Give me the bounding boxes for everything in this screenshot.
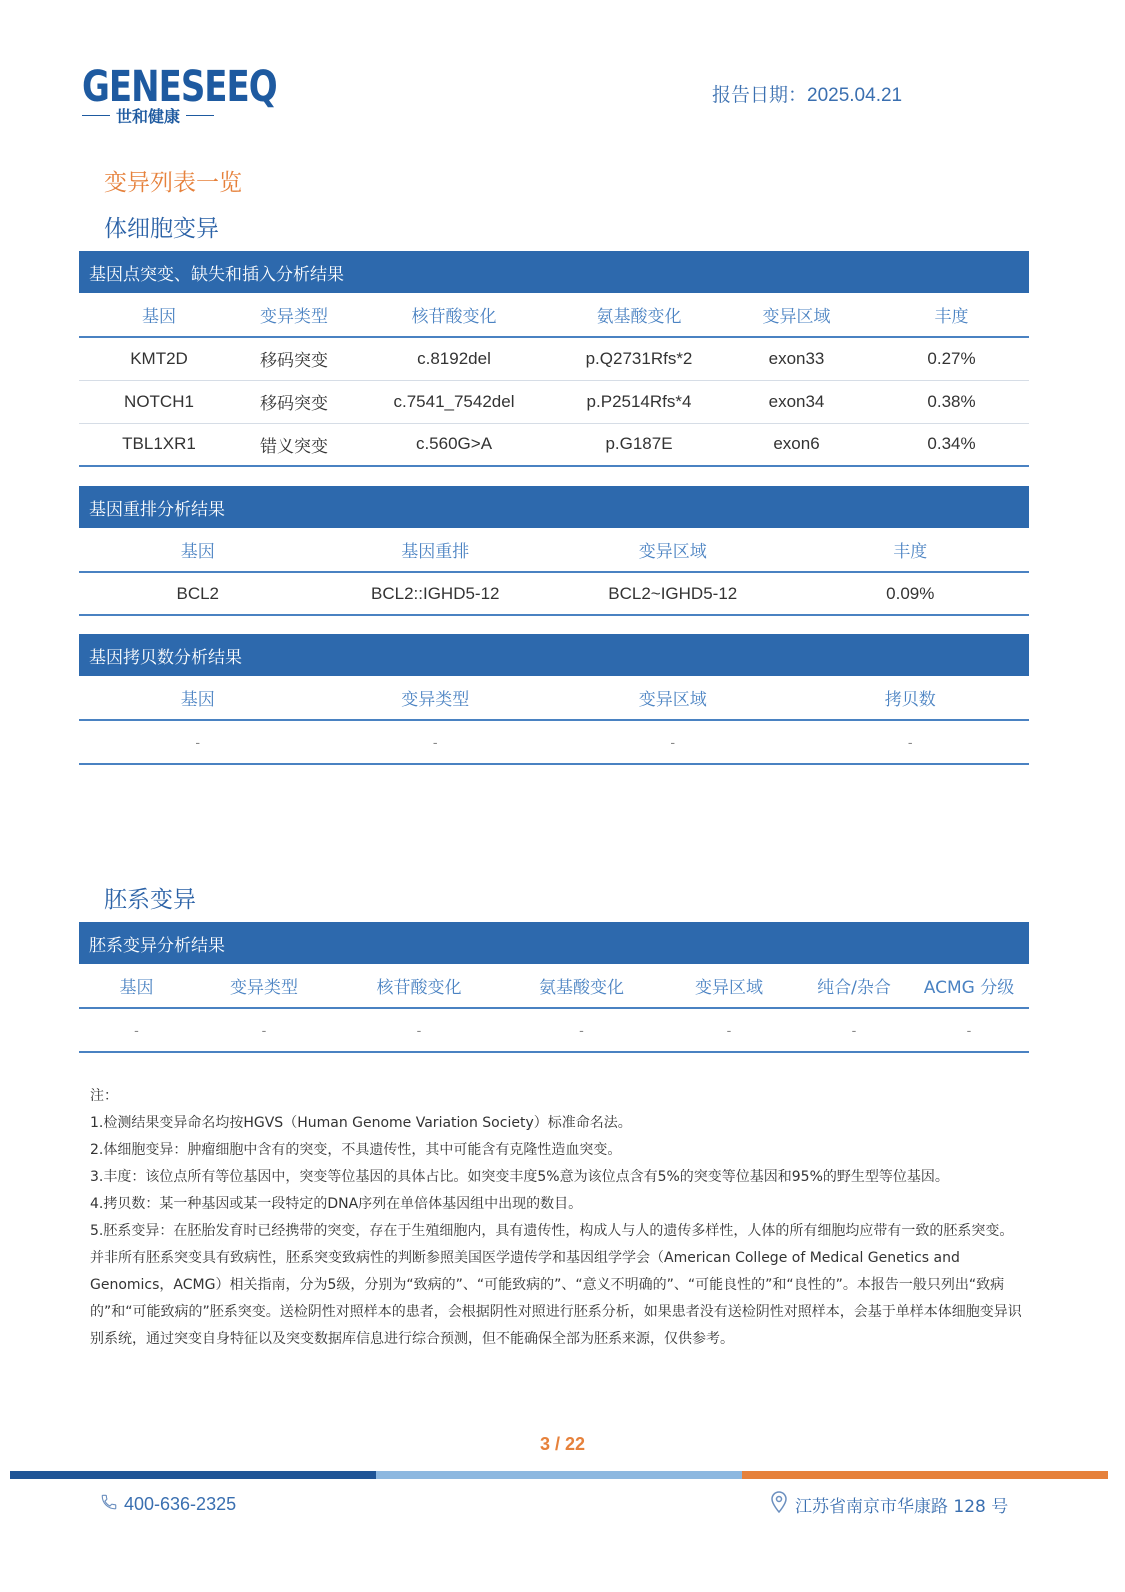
- footer-bar-segment: [10, 1471, 376, 1479]
- table-cell: -: [317, 720, 555, 764]
- column-header: 氨基酸变化: [559, 293, 719, 337]
- table-header-row: [79, 528, 1029, 572]
- table-cell: 0.09%: [792, 572, 1030, 615]
- snv-indel-table: [79, 251, 1029, 467]
- column-header: 基因: [79, 528, 317, 572]
- report-date-label: 报告日期：: [712, 84, 808, 106]
- column-header: 丰度: [874, 293, 1029, 337]
- table-cell: 0.38%: [874, 380, 1029, 423]
- footer-color-bar: [10, 1471, 1108, 1479]
- table-cell: -: [79, 1008, 194, 1052]
- table-header-row: [79, 964, 1029, 1008]
- address-text: 江苏省南京市华康路 128 号: [795, 1497, 1009, 1517]
- column-header: 基因重排: [317, 528, 555, 572]
- column-header: 变异区域: [659, 964, 799, 1008]
- note-item: 4.拷贝数：某一种基因或某一段特定的DNA序列在单倍体基因组中出现的数目。: [90, 1196, 583, 1212]
- notes-heading: 注：: [90, 1088, 118, 1104]
- table-cell: c.8192del: [349, 337, 559, 380]
- column-header: 变异类型: [194, 964, 334, 1008]
- logo-subtitle: [82, 104, 214, 127]
- note-item: 5.胚系变异：在胚胎发育时已经携带的突变，存在于生殖细胞内，具有遗传性，构成人与人的遗传多样性，人体的所有细胞均应带有一致的胚系突变。并非所有胚系突变具有致病性，胚系突变致病性的判断参照美国医学遗传学和基因组学学会（American College of Medical Genetics and Genomics，ACMG）相关指南，分为5级，分别为“致病的”、“可能致病的”、“意义不明确的”、“可能良性的”和“良性的”。本报告一般只列出“致病的”和“可能致病的”胚系突变。送检阴性对照样本的患者，会根据阴性对照进行胚系分析，如果患者没有送检阴性对照样本，会基于单样本体细胞变异识别系统，通过突变自身特征以及突变数据库信息进行综合预测，但不能确保全部为胚系来源，仅供参考。: [90, 1223, 1022, 1347]
- table-cell: c.560G>A: [349, 423, 559, 466]
- table-cell: -: [79, 720, 317, 764]
- page-number: 3 / 22: [539, 1434, 586, 1454]
- table-header-row: [79, 293, 1029, 337]
- column-header: 基因: [79, 676, 317, 720]
- table-cell: 移码突变: [239, 337, 349, 380]
- column-header: 基因: [79, 964, 194, 1008]
- table-cell: BCL2: [79, 572, 317, 615]
- table-cell: -: [909, 1008, 1029, 1052]
- variant-list-title: 变异列表一览: [104, 170, 242, 196]
- table-cell: -: [799, 1008, 909, 1052]
- phone-icon: [100, 1493, 118, 1516]
- table-cell: -: [554, 720, 792, 764]
- column-header: 基因: [79, 293, 239, 337]
- table-cell: BCL2::IGHD5-12: [317, 572, 555, 615]
- contact-address: [771, 1491, 1008, 1518]
- table-cell: KMT2D: [79, 337, 239, 380]
- table-cell: exon6: [719, 423, 874, 466]
- note-item: 3.丰度：该位点所有等位基因中，突变等位基因的具体占比。如突变丰度5%意为该位点含有5%的突变等位基因和95%的野生型等位基因。: [90, 1169, 949, 1185]
- table-cell: p.G187E: [559, 423, 719, 466]
- logo-chinese-name: 世和健康: [116, 107, 181, 126]
- company-logo: [82, 62, 277, 128]
- footer-bar-segment: [376, 1471, 742, 1479]
- location-pin-icon: [771, 1491, 787, 1518]
- table-cell: p.Q2731Rfs*2: [559, 337, 719, 380]
- column-header: 丰度: [792, 528, 1030, 572]
- table-row: [79, 423, 1029, 466]
- table-cell: -: [659, 1008, 799, 1052]
- table-cell: c.7541_7542del: [349, 380, 559, 423]
- table-cell: TBL1XR1: [79, 423, 239, 466]
- table-header-row: [79, 676, 1029, 720]
- column-header: 变异类型: [239, 293, 349, 337]
- table-cell: exon33: [719, 337, 874, 380]
- notes-section: [90, 1083, 1025, 1353]
- somatic-section-title: 体细胞变异: [104, 216, 219, 242]
- column-header: 核苷酸变化: [334, 964, 504, 1008]
- germline-section-title: 胚系变异: [104, 887, 196, 913]
- cnv-table-grid: [79, 676, 1029, 765]
- logo-wordmark: GENESEEQ: [82, 62, 277, 112]
- germline-table-grid: [79, 964, 1029, 1053]
- table-cell: 错义突变: [239, 423, 349, 466]
- germline-table: [79, 922, 1029, 1053]
- table-row: [79, 380, 1029, 423]
- fusion-table-title: 基因重排分析结果: [79, 486, 1029, 528]
- table-row: [79, 572, 1029, 615]
- table-cell: exon34: [719, 380, 874, 423]
- column-header: 纯合/杂合: [799, 964, 909, 1008]
- column-header: 氨基酸变化: [504, 964, 659, 1008]
- contact-phone: [100, 1493, 236, 1516]
- table-cell: -: [504, 1008, 659, 1052]
- table-cell: 0.34%: [874, 423, 1029, 466]
- column-header: ACMG 分级: [909, 964, 1029, 1008]
- report-date-value: 2025.04.21: [807, 85, 903, 106]
- germline-table-title: 胚系变异分析结果: [79, 922, 1029, 964]
- note-item: 2.体细胞变异：肿瘤细胞中含有的突变，不具遗传性，其中可能含有克隆性造血突变。: [90, 1142, 622, 1158]
- table-row: [79, 1008, 1029, 1052]
- snv-table-title: 基因点突变、缺失和插入分析结果: [79, 251, 1029, 293]
- snv-table-grid: [79, 293, 1029, 467]
- table-row: [79, 720, 1029, 764]
- cnv-table: [79, 634, 1029, 765]
- table-cell: -: [194, 1008, 334, 1052]
- column-header: 变异区域: [554, 528, 792, 572]
- table-cell: -: [792, 720, 1030, 764]
- table-cell: p.P2514Rfs*4: [559, 380, 719, 423]
- fusion-table-grid: [79, 528, 1029, 616]
- fusion-table: [79, 486, 1029, 616]
- table-cell: 移码突变: [239, 380, 349, 423]
- column-header: 变异区域: [554, 676, 792, 720]
- phone-number: 400-636-2325: [124, 1494, 237, 1514]
- table-cell: 0.27%: [874, 337, 1029, 380]
- column-header: 拷贝数: [792, 676, 1030, 720]
- report-date: [712, 80, 902, 107]
- column-header: 核苷酸变化: [349, 293, 559, 337]
- table-row: [79, 337, 1029, 380]
- note-item: 1.检测结果变异命名均按HGVS（Human Genome Variation Society）标准命名法。: [90, 1115, 632, 1131]
- table-cell: NOTCH1: [79, 380, 239, 423]
- table-cell: -: [334, 1008, 504, 1052]
- column-header: 变异类型: [317, 676, 555, 720]
- cnv-table-title: 基因拷贝数分析结果: [79, 634, 1029, 676]
- logo-line-right: [186, 115, 214, 117]
- column-header: 变异区域: [719, 293, 874, 337]
- footer-bar-segment: [742, 1471, 1108, 1479]
- table-cell: BCL2~IGHD5-12: [554, 572, 792, 615]
- logo-line-left: [82, 115, 110, 117]
